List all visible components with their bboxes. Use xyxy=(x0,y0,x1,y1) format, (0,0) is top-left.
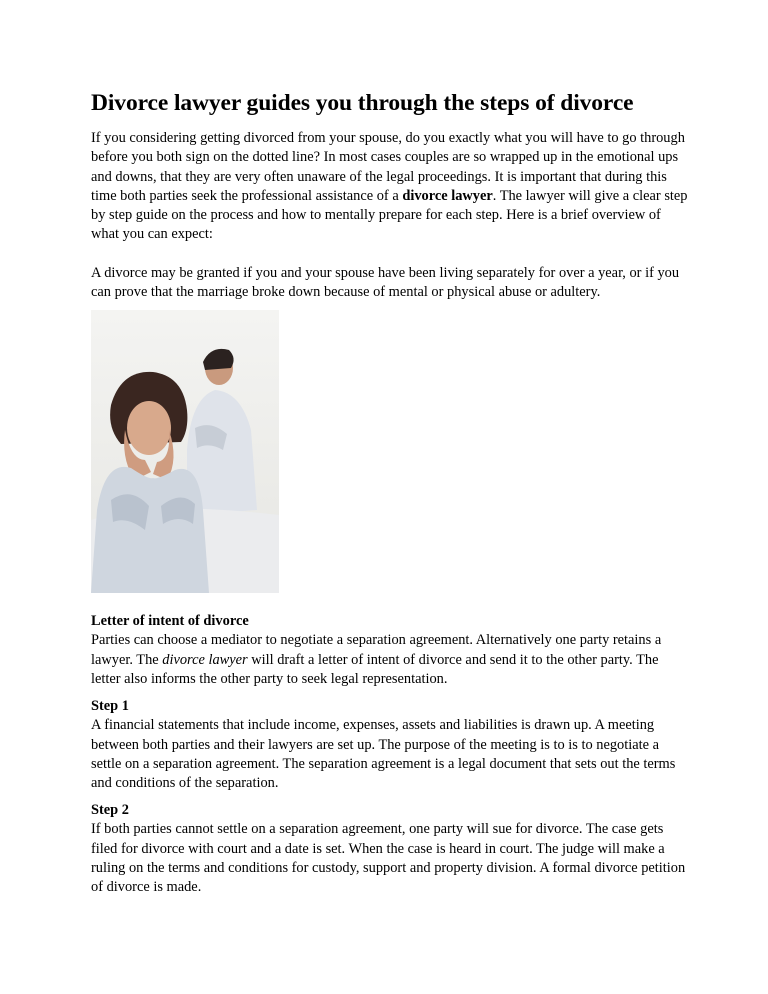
step-1-section xyxy=(91,697,691,793)
grounds-paragraph: A divorce may be granted if you and your spouse have been living separately for over a year, or if you can prove that the marriage broke down because of mental or physical abuse or adultery. xyxy=(91,264,680,301)
step-2-paragraph: If both parties cannot settle on a separation agreement, one party will sue for divorce. The case gets filed for divorce with court and a date is set. When the case is heard in court. The judge will make a ruling on the terms and conditions for custody, support and property division. A formal divorce petition of divorce is made. xyxy=(91,821,686,896)
photo-couple-icon xyxy=(91,310,279,593)
letter-text-start: Parties can choose a mediator to negotiate a separation agreement. Alternatively one party retains a lawyer. The xyxy=(91,632,662,668)
letter-heading: Letter of intent of divorce xyxy=(91,613,249,629)
intro-text-start: If you considering getting divorced from your spouse, do you exactly what you will have to go through before you both sign on the dotted line? In most cases couples are so wrapped up in the emotional ups and downs, that they are very often unaware of the legal proceedings. It is important that during this time both parties seek the professional assistance of a xyxy=(91,130,685,204)
step-2-heading: Step 2 xyxy=(91,802,129,818)
photo-illustration xyxy=(91,310,279,593)
intro-section xyxy=(91,88,691,302)
letter-text-end: will draft a letter of intent of divorce and send it to the other party. The letter also informs the other party to seek legal representation. xyxy=(91,651,659,687)
divorce-lawyer-italic: divorce lawyer xyxy=(162,651,248,668)
step-1-paragraph: A financial statements that include income, expenses, assets and liabilities is drawn up. A meeting between both parties and their lawyers are set up. The purpose of the meeting is to is to negotiate a settle on a separation agreement. The separation agreement is a legal document that sets out the terms and conditions of the separation. xyxy=(91,717,676,792)
letter-paragraph xyxy=(91,631,691,689)
letter-of-intent-section xyxy=(91,612,691,689)
step-2-section xyxy=(91,801,691,897)
page-title: Divorce lawyer guides you through the steps of divorce xyxy=(91,90,634,116)
intro-paragraph xyxy=(91,129,691,245)
divorce-lawyer-link[interactable]: divorce lawyer xyxy=(402,187,493,204)
intro-text-end: . The lawyer will give a clear step by step guide on the process and how to mentally prepare for each step. Here is a brief overview of what you can expect: xyxy=(91,187,688,243)
step-1-heading: Step 1 xyxy=(91,698,129,714)
